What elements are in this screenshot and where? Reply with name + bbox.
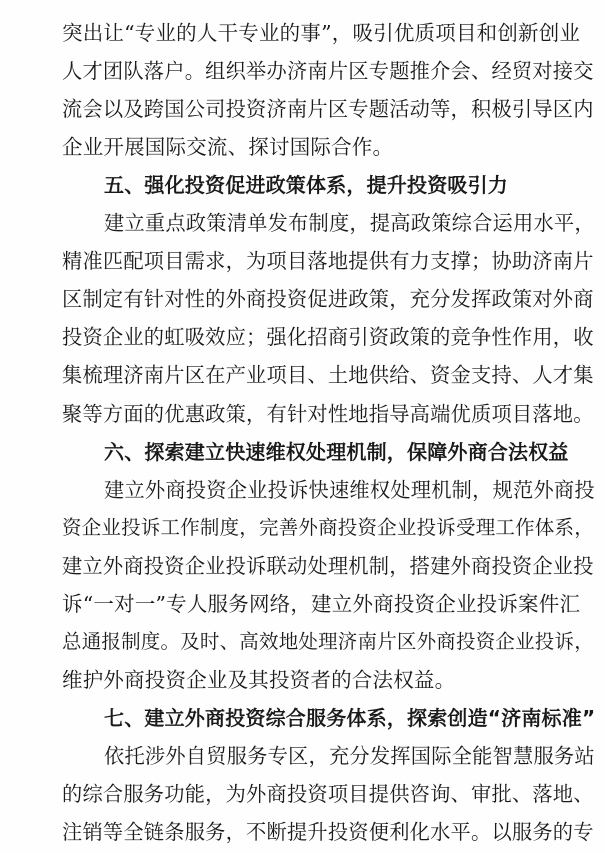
paragraph-line: 资企业投诉工作制度，完善外商投资企业投诉受理工作体系，	[62, 515, 594, 539]
paragraph-line: 注销等全链条服务，不断提升投资便利化水平。以服务的专	[62, 820, 594, 844]
paragraph-line: 建立重点政策清单发布制度，提高政策综合运用水平，	[104, 211, 595, 236]
paragraph-line: 聚等方面的优惠政策，有针对性地指导高端优质项目落地。	[62, 401, 594, 426]
section-heading-6: 六、探索建立快速维权处理机制，保障外商合法权益	[104, 439, 569, 464]
paragraph-line: 人才团队落户。组织举办济南片区专题推介会、经贸对接交	[62, 59, 594, 83]
paragraph-line: 集梳理济南片区在产业项目、土地供给、资金支持、人才集	[62, 363, 594, 388]
paragraph-line: 区制定有针对性的外商投资促进政策，充分发挥政策对外商	[62, 287, 594, 312]
paragraph-line: 建立外商投资企业投诉联动处理机制，搭建外商投资企业投	[62, 553, 594, 578]
section-heading-5: 五、强化投资促进政策体系，提升投资吸引力	[104, 173, 508, 198]
paragraph-line: 建立外商投资企业投诉快速维权处理机制，规范外商投	[104, 477, 595, 502]
paragraph-line: 诉“一对一”专人服务网络，建立外商投资企业投诉案件汇	[62, 591, 581, 616]
paragraph-line: 精准匹配项目需求，为项目落地提供有力支撑；协助济南片	[62, 249, 594, 274]
paragraph-line: 的综合服务功能，为外商投资项目提供咨询、审批、落地、	[62, 782, 594, 806]
section-heading-7: 七、建立外商投资综合服务体系，探索创造“济南标准”	[104, 705, 596, 730]
paragraph-line: 流会以及跨国公司投资济南片区专题活动等，积极引导区内	[62, 97, 594, 122]
paragraph-line: 总通报制度。及时、高效地处理济南片区外商投资企业投诉，	[62, 629, 594, 653]
paragraph-line: 投资企业的虹吸效应；强化招商引资政策的竞争性作用，收	[62, 325, 594, 350]
paragraph-line: 企业开展国际交流、探讨国际合作。	[62, 135, 394, 160]
paragraph-line: 突出让“专业的人干专业的事”，吸引优质项目和创新创业	[62, 21, 581, 45]
paragraph-line: 维护外商投资企业及其投资者的合法权益。	[62, 667, 456, 692]
paragraph-line: 依托涉外自贸服务专区，充分发挥国际全能智慧服务站	[104, 743, 595, 768]
